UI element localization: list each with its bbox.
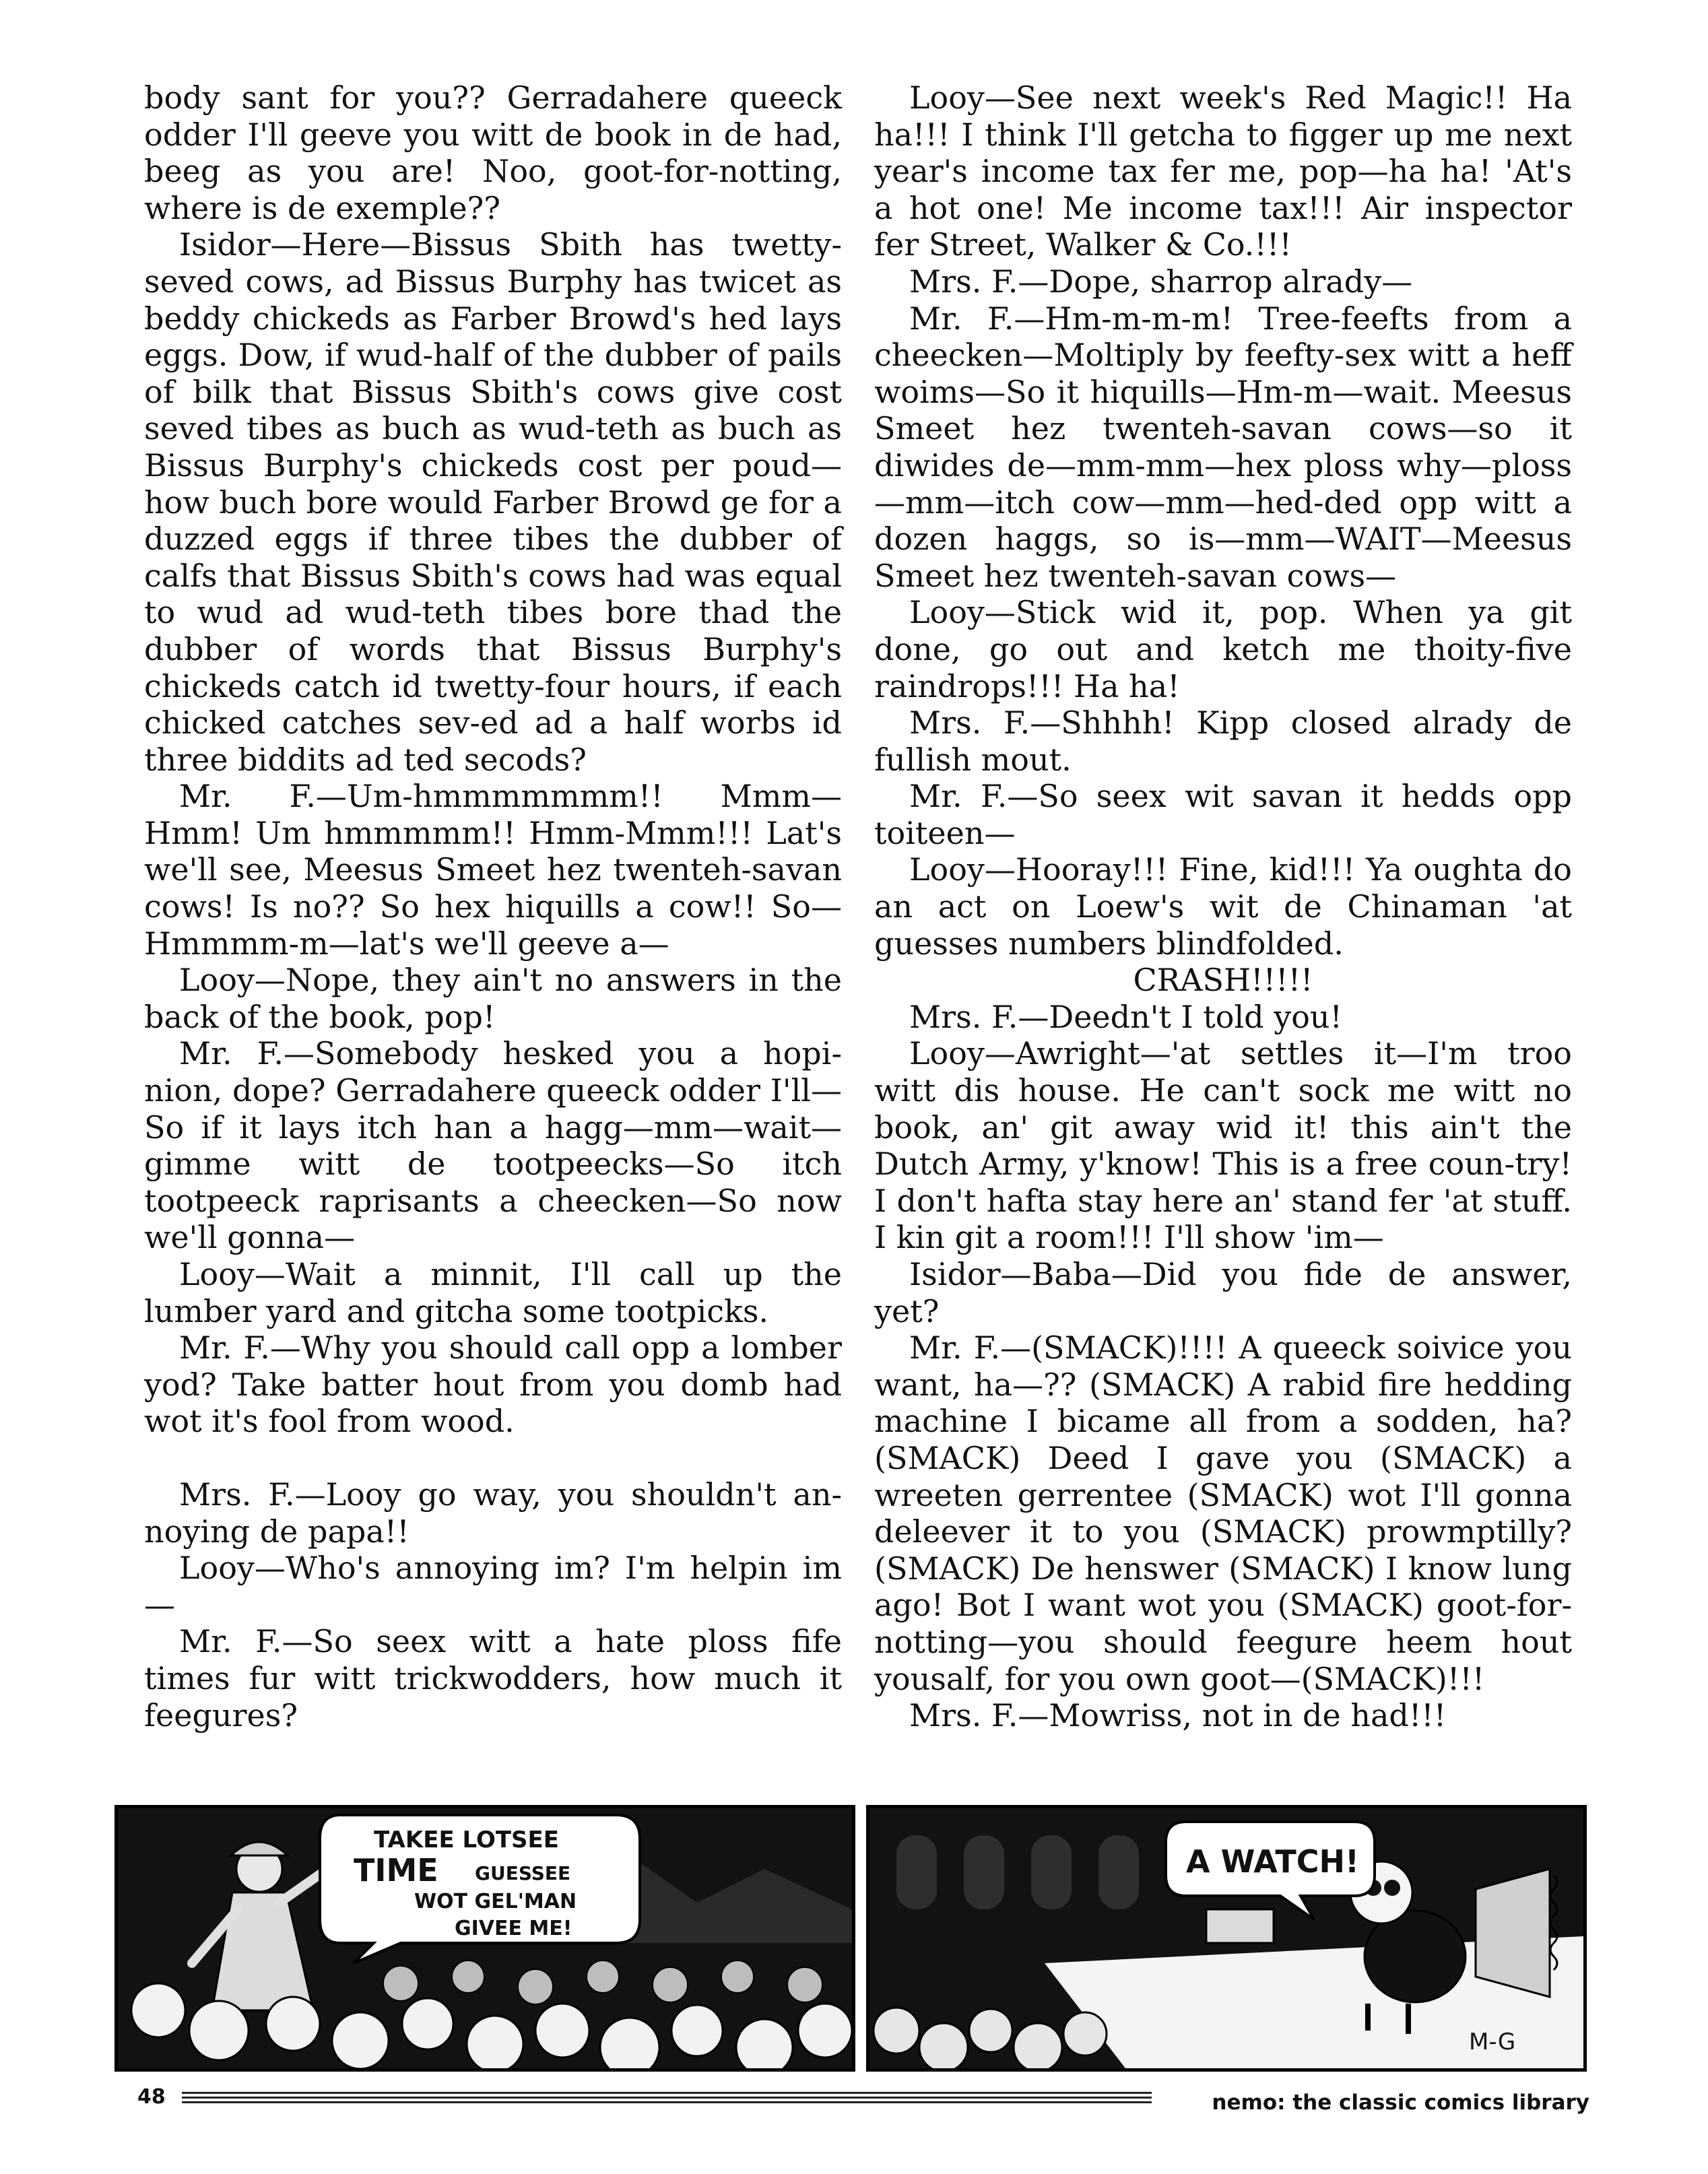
right-text-column: [874, 79, 1572, 1734]
paragraph: Mr. F.—Somebody hesked you a hopi-nion, dope? Gerradahere queeck odder I'll— So if it lays itch han a hagg—mm—wait—gimme witt de tootpeecks—So itch tootpeeck raprisants a cheecken—So now we'll gonna—: [144, 1035, 842, 1256]
paragraph: Mr. F.—(SMACK)!!!! A queeck soivice you want, ha—?? (SMACK) A rabid fire hedding machine I bicame all from a sodden, ha? (SMACK) Deed I gave you (SMACK) a wreeten gerrentee (SMACK) wot I'll gonna deleever it to you (SMACK) prowmptilly? (SMACK) De henswer (SMACK) I know lung ago! Bot I want wot you (SMACK) goot-for-notting—you should feegure heem hout yousalf, for you own goot—(SMACK)!!!: [874, 1329, 1572, 1697]
paragraph: Looy—Stick wid it, pop. When ya git done, go out and ketch me thoity-five raindrops!!! Ha ha!: [874, 594, 1572, 704]
paragraph: body sant for you?? Gerradahere queeck odder I'll geeve you witt de book in de had, beeg as you are! Noo, goot-for-notting, where is de exemple??: [144, 79, 842, 226]
paragraph: Mr. F.—Why you should call opp a lomber yod? Take batter hout from you domb had wot it's fool from wood.: [144, 1329, 842, 1440]
paragraph: Mrs. F.—Deedn't I told you!: [909, 998, 1343, 1035]
page-number: 48: [137, 2085, 166, 2109]
paragraph: Looy—See next week's Red Magic!! Ha ha!!! I think I'll getcha to figger up me next year's income tax fer me, pop—ha ha! 'At's a hot one! Me income tax!!! Air inspector fer Street, Walker & Co.!!!: [874, 79, 1572, 263]
sound-effect: CRASH!!!!!: [1133, 962, 1313, 999]
paragraph: Looy—Nope, they ain't no answers in the back of the book, pop!: [144, 962, 842, 1035]
paragraph: Mr. F.—Um-hmmmmmmm!! Mmm—Hmm! Um hmmmmm!! Hmm-Mmm!!! Lat's we'll see, Meesus Smeet hez twenteh-savan cows! Is no?? So hex hiquills a cow!! So—Hmmmm-m—lat's we'll geeve a—: [144, 778, 842, 962]
comic-art-right: [869, 1808, 1583, 2068]
paragraph: Isidor—Here—Bissus Sbith has twetty-seved cows, ad Bissus Burphy has twicet as beddy chickeds as Farber Browd's hed lays eggs. Dow, if wud-half of the dubber of pails of bilk that Bissus Sbith's cows give cost seved tibes as buch as wud-teth as buch as Bissus Burphy's chickeds cost per poud—how buch bore would Farber Browd ge for a duzzed eggs if three tibes the dubber of calfs that Bissus Sbith's cows had was equal to wud ad wud-teth tibes bore thad the dubber of words that Bissus Burphy's chickeds catch id twetty-four hours, if each chicked catches sev-ed ad a half worbs id three biddits ad ted secods?: [144, 226, 842, 778]
balloon-line: TAKEE LOTSEE: [374, 1826, 559, 1853]
paragraph: Mr. F.—Hm-m-m-m! Tree-feefts from a cheecken—Moltiply by feefty-sex witt a heff woims—So it hiquills—Hm-m—wait. Meesus Smeet hez twenteh-savan cows—so it diwides de—mm-mm—hex ploss why—ploss—mm—itch cow—mm—hed-ded opp witt a dozen haggs, so is—mm—WAIT—Meesus Smeet hez twenteh-savan cows—: [874, 300, 1572, 594]
page-footer: [128, 2078, 1589, 2119]
balloon-text: A WATCH!: [1186, 1843, 1359, 1880]
comic-art-left: [118, 1808, 852, 2068]
paragraph: Looy—Awright—'at settles it—I'm troo witt dis house. He can't sock me witt no book, an' git away wid it! this ain't the Dutch Army, y'know! This is a free coun-try! I don't hafta stay here an' stand fer 'at stuff. I kin git a room!!! I'll show 'im—: [874, 1035, 1572, 1256]
paragraph: Looy—Wait a minnit, I'll call up the lumber yard and gitcha some tootpicks.: [144, 1256, 842, 1329]
artist-signature: M-G: [1469, 2029, 1516, 2055]
journal-title: nemo: the classic comics library: [1212, 2090, 1589, 2115]
paragraph: Mrs. F.—Mowriss, not in de had!!!: [909, 1697, 1447, 1734]
comic-panel-right: [866, 1805, 1587, 2072]
paragraph: Isidor—Baba—Did you fide de answer, yet?: [874, 1256, 1572, 1329]
balloon-line: GUESSEE: [475, 1862, 571, 1884]
balloon-line: GIVEE ME!: [455, 1917, 572, 1940]
comic-panel-left: [114, 1805, 855, 2072]
paragraph: Mr. F.—So seex witt a hate ploss fife times fur witt trickwodders, how much it feegures?: [144, 1623, 842, 1734]
paragraph: Mr. F.—So seex wit savan it hedds opp toiteen—: [874, 778, 1572, 851]
paragraph: Looy—Who's annoying im? I'm helpin im—: [144, 1550, 842, 1623]
paragraph: Mrs. F.—Looy go way, you shouldn't an-noying de papa!!: [144, 1476, 842, 1550]
paragraph: Mrs. F.—Shhhh! Kipp closed alrady de fullish mout.: [874, 704, 1572, 778]
balloon-line: TIME: [354, 1852, 438, 1888]
balloon-line: WOT GEL'MAN: [414, 1890, 577, 1913]
left-text-column: [144, 79, 842, 1734]
footer-rule: [182, 2092, 1152, 2106]
paragraph: Looy—Hooray!!! Fine, kid!!! Ya oughta do an act on Loew's wit de Chinaman 'at guesses numbers blindfolded.: [874, 851, 1572, 962]
paragraph: Mrs. F.—Dope, sharrop alrady—: [909, 263, 1413, 300]
